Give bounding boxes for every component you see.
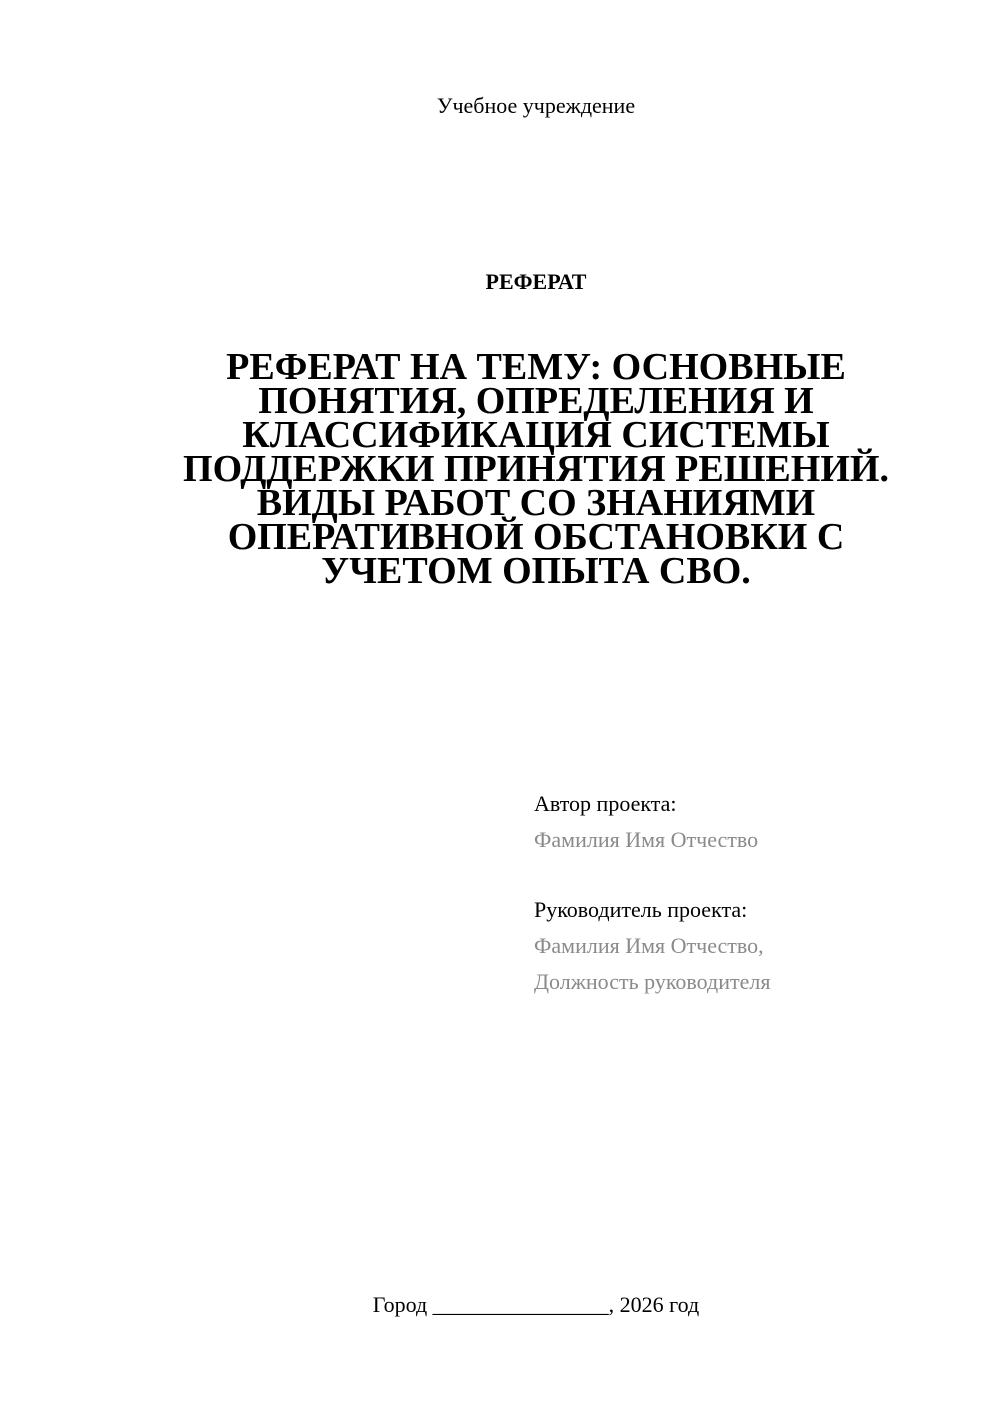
document-title: РЕФЕРАТ НА ТЕМУ: ОСНОВНЫЕ ПОНЯТИЯ, ОПРЕДЕЛЕНИЯ И КЛАССИФИКАЦИЯ СИСТЕМЫ ПОДДЕРЖКИ ПРИНЯТИЯ РЕШЕНИЙ. ВИДЫ РАБОТ СО ЗНАНИЯМИ ОПЕРАТИВНОЙ ОБСТАНОВКИ С УЧЕТОМ ОПЫТА СВО.	[183, 346, 889, 592]
document-type: РЕФЕРАТ	[485, 269, 587, 294]
supervisor-label: Руководитель проекта:	[534, 897, 748, 922]
city-year-line: Город ________________, 2026 год	[372, 1292, 700, 1317]
author-block	[534, 786, 974, 858]
supervisor-block	[534, 892, 974, 1000]
author-name: Фамилия Имя Отчество	[534, 827, 759, 852]
institution-name: Учебное учреждение	[436, 93, 636, 118]
supervisor-name: Фамилия Имя Отчество,	[534, 933, 764, 958]
author-label: Автор проекта:	[534, 791, 677, 816]
supervisor-position: Должность руководителя	[534, 969, 771, 994]
